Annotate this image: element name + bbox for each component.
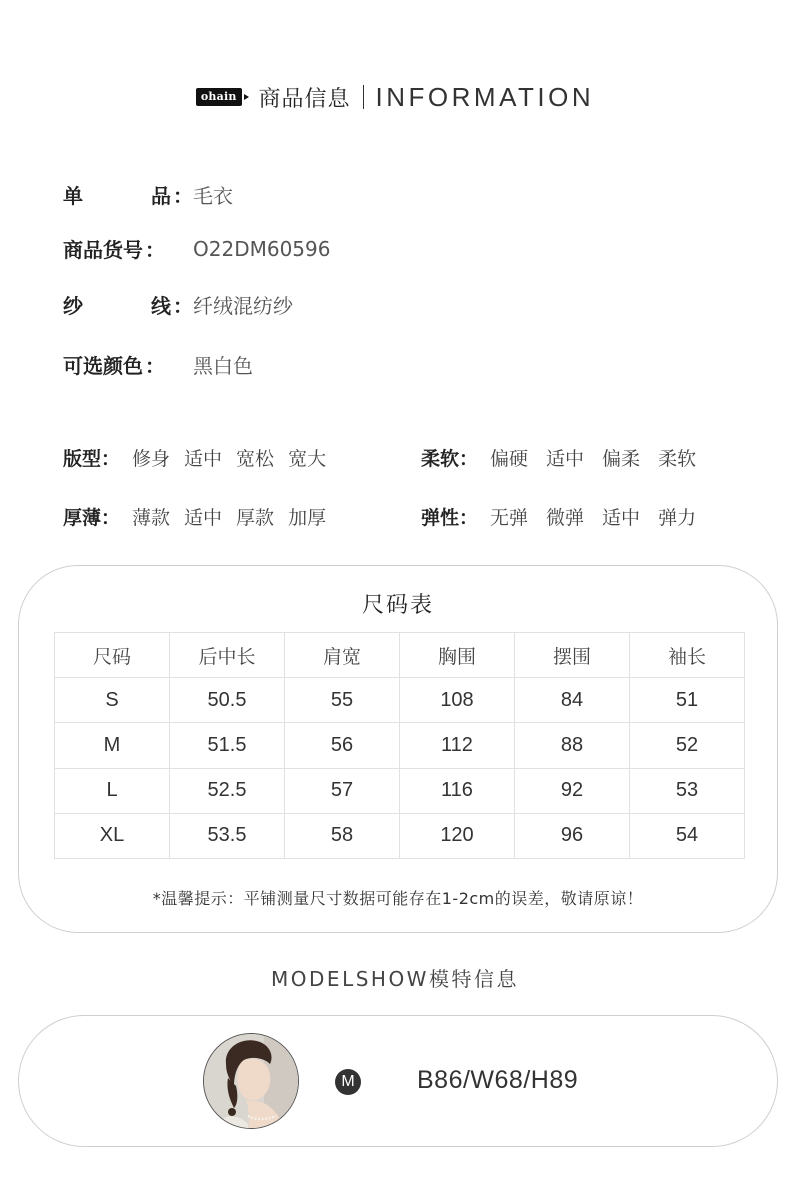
table-header-cell: 尺码 [55,633,170,678]
brand-logo: ohain [196,88,242,106]
model-section-title: MODELSHOW模特信息 [271,967,519,991]
table-cell: 56 [285,723,400,768]
info-header [0,80,790,114]
table-header-cell: 肩宽 [285,633,400,678]
attr-option: 厚款 [236,507,275,529]
attr-option: 适中 [546,448,585,470]
table-cell: L [55,768,170,813]
model-size-badge: M [335,1069,361,1095]
logo-arrow-icon [244,94,249,100]
attr-option: 加厚 [288,507,327,529]
attr-label: 版型： [63,448,121,470]
header-title-cn: 商品信息 [258,86,351,112]
table-header-cell: 胸围 [400,633,515,678]
attr-option: 弹力 [658,507,697,529]
table-cell: 92 [515,768,630,813]
attr-option-selected: 适中 [184,503,222,530]
attr-option-selected: 宽松 [236,444,274,471]
model-info-card [18,1015,778,1147]
attr-option: 宽大 [288,448,327,470]
header-title-en: INFORMATION [375,81,595,112]
table-cell: 96 [515,813,630,858]
attr-label: 厚薄： [63,507,121,529]
info-row-color [63,350,253,379]
attr-option: 无弹 [490,507,529,529]
size-chart-card [18,565,778,933]
table-cell: 53.5 [170,813,285,858]
attr-softness [421,444,714,471]
model-avatar [203,1033,299,1129]
table-cell: 120 [400,813,515,858]
table-row [55,678,745,723]
table-cell: 116 [400,768,515,813]
info-value-color: 黑白色 [193,354,253,378]
attr-option-selected: 适中 [602,503,640,530]
table-row [55,723,745,768]
attr-option: 柔软 [658,448,697,470]
table-cell: 52.5 [170,768,285,813]
table-cell: 58 [285,813,400,858]
table-cell: XL [55,813,170,858]
table-header-row [55,633,745,678]
table-cell: 84 [515,678,630,723]
table-cell: M [55,723,170,768]
size-chart-note: *温馨提示：平铺测量尺寸数据可能存在1-2cm的误差，敬请原谅！ [152,889,644,908]
header-divider [363,85,364,109]
table-row [55,813,745,858]
model-portrait-image [204,1034,299,1129]
table-cell: 57 [285,768,400,813]
info-value-sku: O22DM60596 [193,236,331,261]
table-cell: S [55,678,170,723]
attr-label: 弹性： [421,507,479,529]
attr-option: 修身 [132,448,171,470]
size-chart-title: 尺码表 [361,593,434,618]
table-cell: 108 [400,678,515,723]
info-row-yarn [63,290,293,319]
info-label: 纱 线 ： [63,294,193,318]
model-measurements: B86/W68/H89 [417,1066,579,1094]
table-cell: 88 [515,723,630,768]
attr-label: 柔软： [421,448,479,470]
attr-option: 薄款 [132,507,171,529]
table-cell: 53 [630,768,745,813]
table-cell: 52 [630,723,745,768]
table-cell: 51.5 [170,723,285,768]
attr-option: 微弹 [546,507,585,529]
table-header-cell: 后中长 [170,633,285,678]
info-label: 商品货号 ： [63,238,165,262]
table-cell: 55 [285,678,400,723]
size-table [54,632,745,859]
attr-option: 适中 [184,448,223,470]
table-header-cell: 摆围 [515,633,630,678]
table-cell: 51 [630,678,745,723]
info-row-sku [63,234,330,263]
attr-fit [63,444,340,471]
attr-elasticity [421,503,714,530]
attr-option-selected: 偏柔 [602,444,640,471]
table-row [55,768,745,813]
table-header-cell: 袖长 [630,633,745,678]
table-cell: 54 [630,813,745,858]
attr-option: 偏硬 [490,448,529,470]
info-label: 单 品 ： [63,184,193,208]
info-label: 可选颜色 ： [63,354,165,378]
info-row-item [63,180,233,209]
table-cell: 50.5 [170,678,285,723]
info-value-item: 毛衣 [193,184,233,208]
attr-thickness [63,503,340,530]
info-value-yarn: 纤绒混纺纱 [193,294,293,318]
table-cell: 112 [400,723,515,768]
